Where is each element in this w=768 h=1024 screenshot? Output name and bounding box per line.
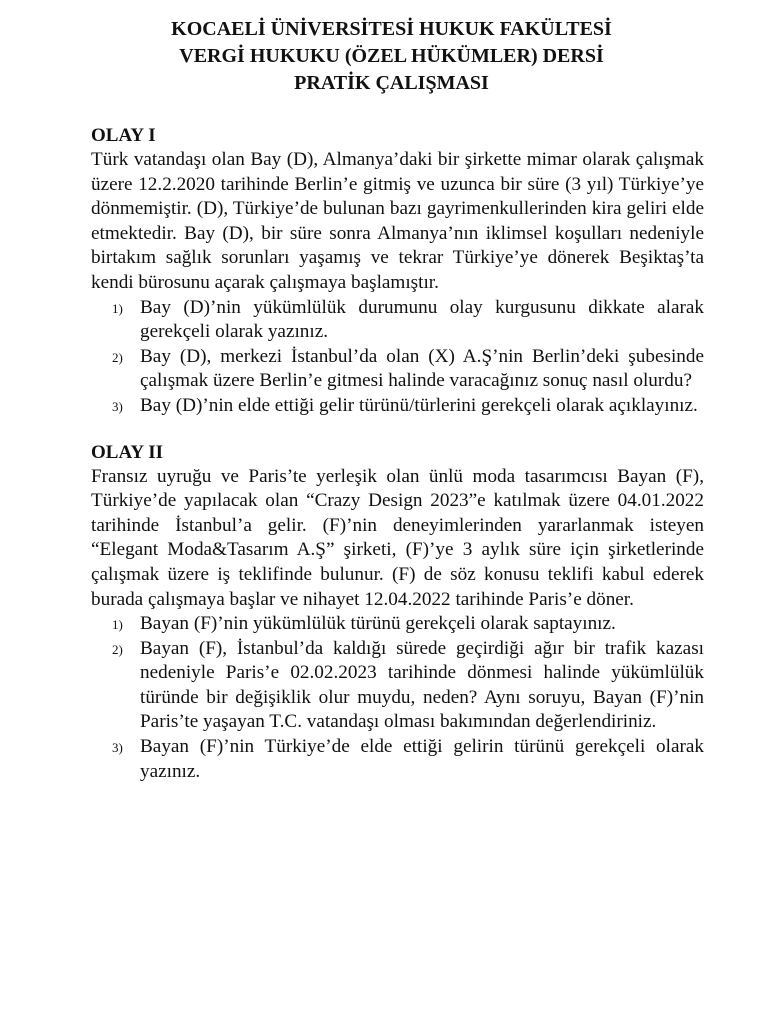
case-2-questions	[91, 612, 704, 784]
question-number: 1)	[112, 617, 123, 633]
case-1-text: Türk vatandaşı olan Bay (D), Almanya’daki bir şirkette mimar olarak çalışmak üzere 12.2.2020 tarihinde Berlin’e gitmiş ve uzunca bir süre (3 yıl) Türkiye’ye dönmemiştir. (D), Türkiye’de bulunan bazı gayrimenkullerinden kira geliri elde etmektedir. Bay (D), bir süre sonra Almanya’nın iklimsel koşulları nedeniyle birtakım sağlık sorunları yaşamış ve tekrar Türkiye’ye dönerek Beşiktaş’ta kendi bürosunu açarak çalışmaya başlamıştır.	[91, 149, 704, 293]
question-text: Bayan (F)’nin yükümlülük türünü gerekçeli olarak saptayınız.	[140, 613, 616, 635]
case-1-questions	[91, 296, 704, 419]
case-1-heading: OLAY I	[91, 125, 156, 146]
question-text: Bayan (F)’nin Türkiye’de elde ettiği gelirin türünü gerekçeli olarak yazınız.	[140, 736, 704, 782]
question-text: Bay (D)’nin elde ettiği gelir türünü/türlerini gerekçeli olarak açıklayınız.	[140, 394, 698, 416]
question-number: 2)	[112, 349, 123, 365]
title-line-3: PRATİK ÇALIŞMASI	[294, 72, 489, 94]
case-1-question-1	[91, 296, 704, 345]
case-1	[91, 124, 704, 419]
question-text: Bay (D), merkezi İstanbul’da olan (X) A.Ş’nin Berlin’deki şubesinde çalışmak üzere Berlin’e gitmesi halinde varacağınız sonuç nasıl olurdu?	[140, 345, 704, 392]
case-2-question-3	[91, 735, 704, 784]
question-number: 1)	[112, 300, 123, 316]
case-2-question-2	[91, 637, 704, 735]
question-number: 3)	[112, 740, 123, 756]
case-1-question-3	[91, 394, 704, 419]
title-line-2: VERGİ HUKUKU (ÖZEL HÜKÜMLER) DERSİ	[179, 45, 604, 67]
case-2	[91, 441, 704, 785]
document-title	[91, 16, 704, 97]
question-number: 3)	[112, 398, 123, 414]
question-number: 2)	[112, 641, 123, 657]
case-1-question-2	[91, 345, 704, 394]
question-text: Bayan (F), İstanbul’da kaldığı sürede geçirdiği ağır bir trafik kazası nedeniyle Paris’e 02.02.2023 tarihinde dönmesi halinde yükümlülük türünde bir değişiklik olur muydu, neden? Aynı soruyu, Bayan (F)’nin Paris’te yaşayan T.C. vatandaşı olması bakımından değerlendiriniz.	[140, 637, 704, 733]
case-2-heading: OLAY II	[91, 441, 163, 463]
question-text: Bay (D)’nin yükümlülük durumunu olay kurgusunu dikkate alarak gerekçeli olarak yazınız.	[140, 296, 704, 343]
case-2-text: Fransız uyruğu ve Paris’te yerleşik olan ünlü moda tasarımcısı Bayan (F), Türkiye’de yapılacak olan “Crazy Design 2023”e katılmak üzere 04.01.2022 tarihinde İstanbul’a gelir. (F)’nin deneyimlerinden yararlanmak isteyen “Elegant Moda&Tasarım A.Ş” şirketi, (F)’ye 3 aylık süre için şirketlerinde çalışmak üzere iş teklifinde bulunur. (F) de söz konusu teklifi kabul ederek burada çalışmaya başlar ve nihayet 12.04.2022 tarihinde Paris’e döner.	[91, 465, 704, 610]
case-2-question-1	[91, 612, 704, 637]
title-line-1: KOCAELİ ÜNİVERSİTESİ HUKUK FAKÜLTESİ	[171, 18, 612, 40]
